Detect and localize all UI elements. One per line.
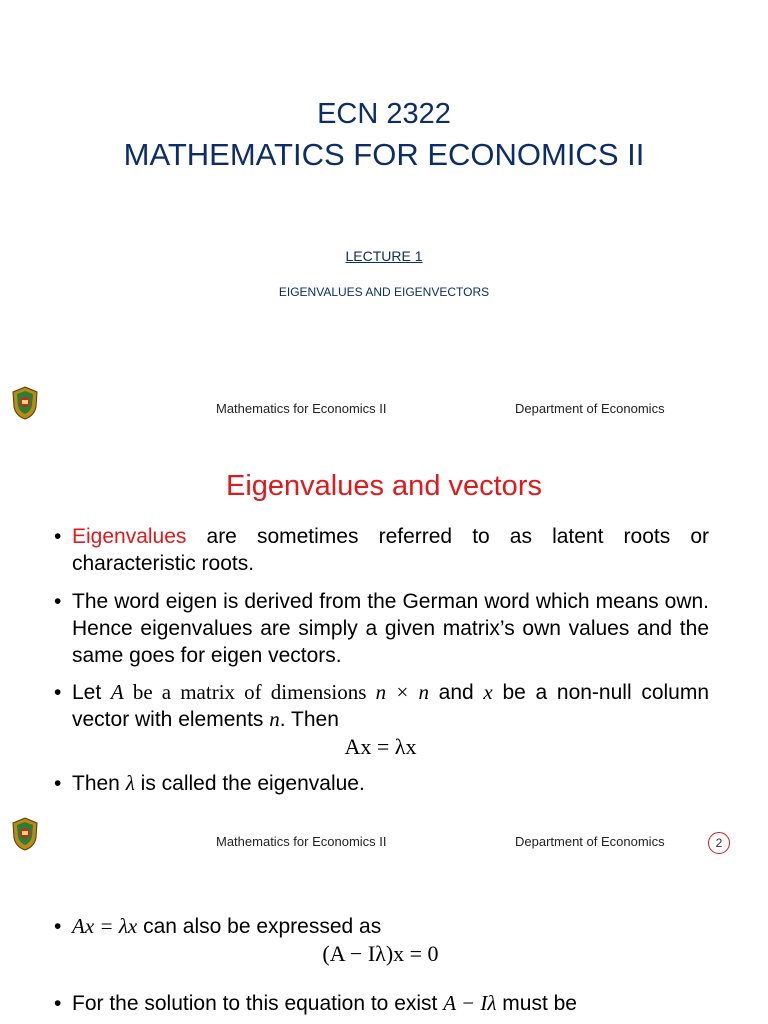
math-expression: A − Iλ [443,991,497,1015]
university-logo [10,816,40,852]
slide-title: Eigenvalues and vectors [226,470,542,502]
bullet-lambda [52,770,709,797]
bullet-eigen-word [52,588,709,669]
bullet-solution [52,990,709,1017]
math-equation: Ax = λx [72,914,138,938]
bullet-text: are sometimes referred to as latent roots or characteristic roots. [72,525,709,575]
bullet-dot: • [54,590,62,613]
math-n: n [269,707,280,731]
footer-course: Mathematics for Economics II [216,401,387,416]
highlight-term: Eigenvalues [72,525,187,548]
course-code: ECN 2322 [317,98,451,130]
bullet-dot: • [54,772,62,795]
bullet-text: be a non-null column vector with elements [72,681,710,731]
math-lambda: λ [125,771,135,795]
title-slide [0,0,768,432]
bullet-text: can also be expressed as [137,915,382,938]
bullet-dot: • [54,525,62,548]
footer-course: Mathematics for Economics II [216,834,387,849]
bullet-text: For the solution to this equation to exist [72,992,444,1015]
bullet-eigenvalues [52,523,709,577]
equation: (A − Iλ)x = 0 [322,941,439,966]
bullet-dot: • [54,915,62,938]
lecture-label: LECTURE 1 [345,248,423,264]
university-logo [10,385,40,421]
bullet-definition [52,679,709,760]
bullet-text: Then [72,772,126,795]
bullet-text: . Then [279,708,339,731]
bullet-text: Let [72,681,111,704]
math-x: x [483,680,493,704]
bullet-rewrite [52,913,709,967]
bullet-text: must be [496,992,577,1015]
page-number-badge: 2 [708,832,730,854]
footer-department: Department of Economics [515,401,665,416]
bullet-dot: • [54,681,62,704]
bullet-text: is called the eigenvalue. [134,772,365,795]
footer-department: Department of Economics [515,834,665,849]
bullet-text: The word eigen is derived from the German word which means own. Hence eigenvalues are simply a given matrix’s own values and the same goes for eigen vectors. [72,590,709,667]
math-dimensions: n × n [375,680,429,704]
course-name: MATHEMATICS FOR ECONOMICS II [123,137,645,172]
bullet-text: and [428,681,484,704]
equation: Ax = λx [344,734,417,759]
lecture-topic: EIGENVALUES AND EIGENVECTORS [278,285,490,299]
math-A: A [110,680,124,704]
bullet-dot: • [54,992,62,1015]
bullet-text: be a matrix of dimensions [123,680,376,704]
